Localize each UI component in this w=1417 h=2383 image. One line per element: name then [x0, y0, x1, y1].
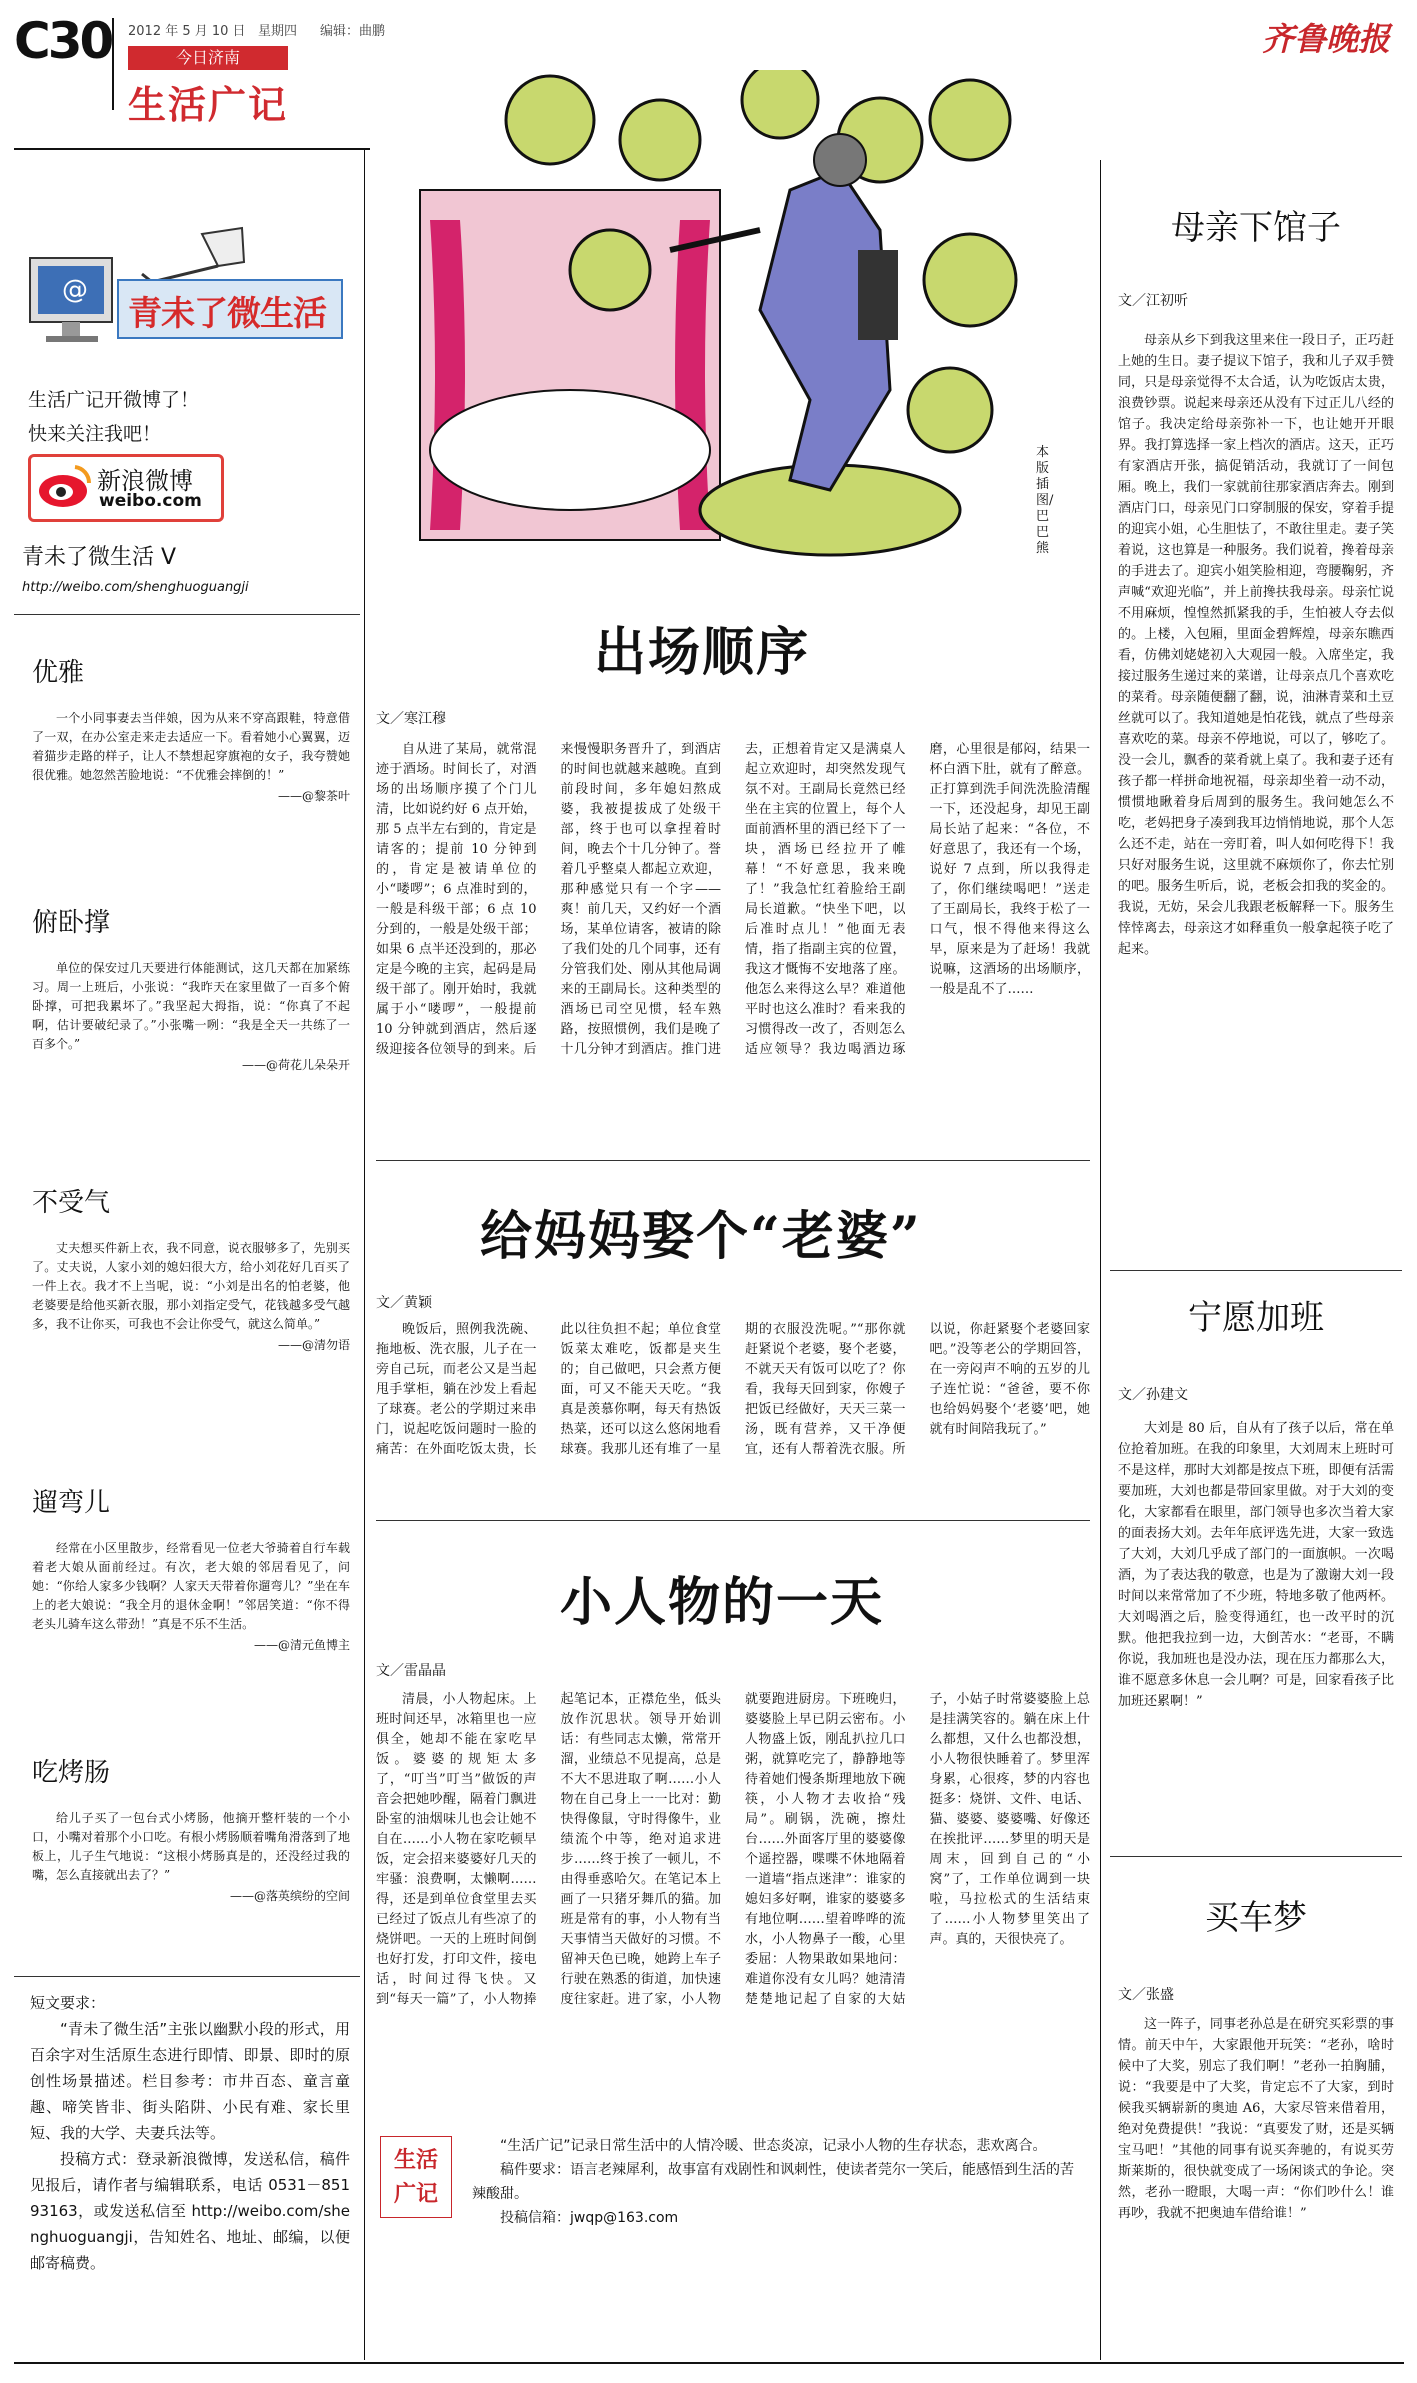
article-2-text: 晚饭后，照例我洗碗、拖地板、洗衣服，儿子在一旁自己玩，而老公又是当起甩手掌柜，躺在沙发上看起了球赛。老公的学期过来串门，说起吃饭问题时一脸的痛苦：在外面吃饭太贵，长此以往负担不起；单位食堂饭菜太难吃，饭都是夹生的；自己做吧，只会煮方便面，可又不能天天吃。“我真是羡慕你啊，每天有热饭热菜，还可以这么悠闲地看球赛。我那儿还有堆了一星期的衣服没洗呢。”“那你就赶紧说个老婆，娶个老婆，不就天天有饭可以吃了？你看，我每天回到家，你嫂子把饭已经做好，天天三菜一汤，既有营养，又干净便宜，还有人帮着洗衣服。所以说，你赶紧娶个老婆回家吧。”没等老公的学期回答，在一旁闷声不响的五岁的儿子连忙说：“爸爸，要不你也给妈妈娶个‘老婆’吧，她就有时间陪我玩了。” — [376, 1322, 1090, 1457]
right-story-1-title: 母亲下馆子 — [1171, 208, 1341, 248]
weibo-item — [32, 902, 350, 1182]
weibo-item-body: 一个小同事妻去当伴娘，因为从来不穿高跟鞋，特意借了一双，在办公室走来走去适应一下。看着她小心翼翼，迈着猫步走路的样子，让人不禁想起穿旗袍的女子，我夸赞她很优雅。她忽然苦脸地说：“不优雅会摔倒的！” — [32, 711, 350, 782]
weibo-item-head: 不受气 — [32, 1188, 111, 1218]
article-divider-1 — [376, 1160, 1090, 1161]
sina-weibo-logo-url: weibo.com — [99, 491, 202, 511]
weibo-item-body: 丈夫想买件新上衣，我不同意，说衣服够多了，先别买了。丈夫说，人家小刘的媳妇很大方，给小刘花好几百买了一件上衣。我才不上当呢，说：“小刘是出名的怕老婆，他老婆要是给他买新衣服，那小刘指定受气，花钱越多受气越多，我不让你买，可我也不会让你受气，就这么简单。” — [32, 1241, 350, 1331]
right-divider-1 — [1110, 1270, 1402, 1271]
page-bottom-rule — [14, 2362, 1404, 2364]
weibo-item — [32, 1182, 350, 1482]
weibo-item-body: 给儿子买了一包台式小烤肠，他摘开整杆装的一个小口，小嘴对着那个小口吃。有根小烤肠顺着嘴角滑落到了地板上，儿子生气地说：“这根小烤肠真是的，还没经过我的嘴，怎么直接就出去了？” — [32, 1811, 350, 1882]
right-story-3-byline: 文／张盛 — [1118, 1987, 1174, 2003]
sina-weibo-logo[interactable] — [28, 454, 224, 522]
right-story-3 — [1110, 1890, 1402, 2370]
column-intro-box — [376, 2130, 1090, 2230]
right-story-1-body: 母亲从乡下到我这里来住一段日子，正巧赶上她的生日。妻子提议下馆子，我和儿子双手赞同，只是母亲觉得不太合适，认为吃饭店太贵，浪费钞票。说起来母亲还从没有下过正儿八经的馆子。我决定给母亲弥补一下，也让她开开眼界。我打算选择一家上档次的酒店。这天，正巧有家酒店开张，搞促销活动，我就订了一间包厢。晚上，我们一家就前往那家酒店奔去。刚到酒店门口，母亲见门口穿制服的保安，穿着手提的迎宾小姐，心生胆怯了，不敢往里走。妻子笑着说，这也算是一种服务。我们说着，搀着母亲的手进去了。迎宾小姐笑脸相迎，弯腰鞠躬，齐声喊“欢迎光临”，并上前搀扶我母亲。母亲忙说不用麻烦，惶惶然抓紧我的手，生怕被人夺去似的。上楼，入包厢，里面金碧辉煌，母亲东瞧西看，仿佛刘姥姥初入大观园一般。入席坐定，我接过服务生递过来的菜谱，让母亲点几个喜欢吃的菜肴。母亲随便翻了翻，说，油淋青菜和土豆丝就可以了。我知道她是怕花钱，就点了些母亲喜欢吃的菜。母亲不停地说，可以了，够吃了。没一会儿，飘香的菜肴就上桌了。我和妻子还有孩子都一样拼命地祝福，母亲却坐着一动不动，惯惯地瞅着身后周到的服务生。我问她怎么不吃，老妈把身子凑到我耳边悄悄地说，那个人怎么还不走，站在一旁盯着，叫人如何吃得下！我只好对服务生说，这里就不麻烦你了，你去忙别的吧。服务生听后，说，老板会扣我的奖金的。我说，无妨，呆会儿我跟老板解释一下。服务生悻悻离去，母亲这才如释重负一般拿起筷子吃了起来。 — [1118, 333, 1394, 957]
left-divider-2 — [14, 1976, 360, 1977]
notice-head: 短文要求： — [30, 1994, 106, 2012]
weibo-item-head: 吃烤肠 — [32, 1758, 111, 1788]
column-logo-text: 生活广记 — [393, 2147, 438, 2207]
right-story-1 — [1110, 200, 1402, 1250]
weibo-item-sign: ——@荷花儿朵朵开 — [241, 1058, 350, 1072]
weibo-item-sign: ——@落英缤纷的空间 — [229, 1889, 350, 1903]
weibo-promo-line2: 快来关注我吧！ — [28, 423, 162, 445]
article-1-body — [376, 740, 1090, 1140]
weibo-account-name[interactable]: 青未了微生活 V — [22, 545, 177, 570]
weibo-item-head: 优雅 — [32, 658, 85, 688]
article-3-title: 小人物的一天 — [560, 1572, 885, 1633]
article-2-byline: 文／黄颖 — [376, 1295, 432, 1311]
illustration — [410, 70, 1030, 570]
column-intro: “生活广记”记录日常生活中的人情冷暖、世态炎凉，记录小人物的生存状态，悲欢离合。 — [500, 2138, 1047, 2154]
article-1-byline: 文／寒江穆 — [376, 711, 446, 727]
weibo-items — [32, 652, 350, 1982]
weibo-item-head: 俯卧撑 — [32, 908, 111, 938]
header-divider — [112, 18, 114, 110]
weibo-item — [32, 1482, 350, 1752]
article-1-text: 自从进了某局，就常混迹于酒场。时间长了，对酒场的出场顺序摸了个门儿清，比如说约好 6 点开始，那 5 点半左右到的，肯定是请客的；提前 10 分钟到的，肯定是被请单位的小“喽啰”；6 点准时到的，一般是科级干部；6 点 10 分到的，一般是处级干部；如果 6 点半还没到的，那必定是今晚的主宾，起码是局级干部了。刚开始时，我就属于小“喽啰”，一般提前 10 分钟就到酒店，然后逐级迎接各位领导的到来。后来慢慢职务晋升了，到酒店的时间也就越来越晚。直到前段时间，多年媳妇熬成婆，我被提拔成了处级干部，终于也可以拿捏着时间，晚去个十几分钟了。誉着几乎整桌人都起立欢迎，那种感觉只有一个字——爽！前几天，又约好一个酒场，某单位请客，被请的除了我们处的几个同事，还有分管我们处、刚从其他局调来的王副局长。这种类型的酒场已司空见惯，轻车熟路，按照惯例，我们是晚了十几分钟才到酒店。推门进去，正想着肯定又是满桌人起立欢迎时，却突然发现气氛不对。王副局长竟然已经坐在主宾的位置上，每个人面前酒杯里的酒已经下了一块，酒场已经拉开了帷幕！“不好意思，我来晚了！”我急忙红着脸给王副局长道歉。“快坐下吧，以后准时点儿！”他面无表情，指了指副主宾的位置，我这才慨悔不安地落了座。他怎么来得这么早？难道他平时也这么准时？看来我的习惯得改一改了，否则怎么适应领导？我边喝酒边琢磨，心里很是郁闷，结果一杯白酒下肚，就有了醉意。正打算到洗手间洗洗脸清醒一下，还没起身，却见王副局长站了起来：“各位，不好意思了，我还有一个场，说好 7 点到，所以我得走了，你们继续喝吧！”送走了王副局长，我终于松了一口气，恨不得他来得这么早，原来是为了赶场！我就说嘛，这酒场的出场顺序，一般是乱不了…… — [376, 742, 1090, 1057]
weibo-item-sign: ——@黎茶叶 — [277, 789, 350, 803]
illustration-caption: 本版插图/巴巴熊 — [1036, 445, 1054, 556]
column-intro-text — [472, 2134, 1082, 2230]
article-divider-2 — [376, 1520, 1090, 1521]
weibo-promo-line1: 生活广记开微博了！ — [28, 389, 200, 411]
weibo-item — [32, 1752, 350, 1982]
section-title: 生活广记 — [128, 82, 289, 127]
weibo-eye-icon — [35, 459, 95, 515]
weibo-item-body: 单位的保安过几天要进行体能测试，这几天都在加紧练习。周一上班后，小张说：“我昨天在家里做了一百多个俯卧撑，可把我累坏了。”我坚起大拇指，说：“你真了不起啊，估计要破纪录了。”小张嘴一咧：“我是全天一共练了一百多个。” — [32, 961, 350, 1051]
office-cartoon-illustration — [410, 70, 1030, 570]
weibo-item-body: 经常在小区里散步，经常看见一位老大爷骑着自行车载着老大娘从面前经过。有次，老大娘的邻居看见了，问她：“你给人家多少钱啊？人家天天带着你遛弯儿？”坐在车上的老大娘说：“我全月的退休金啊！”邻居笑道：“你不得老头儿骑车这么带劲！”真是不乐不生活。 — [32, 1541, 350, 1631]
notice-body: “青未了微生活”主张以幽默小段的形式，用百余字对生活原生态进行即情、即景、即时的原创性场景描述。栏目参考：市井百态、童言童趣、啼笑皆非、街头陷阱、小民有难、家长里短、我的大学、夫妻兵法等。 — [30, 2020, 350, 2142]
article-3-text: 清晨，小人物起床。上班时间还早，冰箱里也一应俱全，她却不能在家吃早饭。婆婆的规矩太多了，“叮当”叮当”做饭的声音会把她吵醒，隔着门飘进卧室的油烟味儿也会让她不自在……小人物在家吃顿早饭，定会招来婆婆好几天的牢骚：浪费啊，太懒啊……得，还是到单位食堂里去买已经过了饭点儿有些凉了的烧饼吧。一天的上班时间倒也好打发，打印文件，接电话，时间过得飞快。又到“每天一篇”了，小人物捧起笔记本，正襟危坐，低头放作沉思状。领导开始训话：有些同志太懒，常常开溜，业绩总不见提高，总是不大不思进取了啊……小人物在自己身上一一比对：勤快得像鼠，守时得像牛，业绩流个中等，绝对追求进步……终于挨了一顿儿，不由得垂惑哈欠。在笔记本上画了一只猪牙舞爪的猫。加班是常有的事，小人物有当天事情当天做好的习惯。不留神天色已晚，她跨上车子行驶在熟悉的街道，加快速度往家赶。进了家，小人物就要跑进厨房。下班晚归，婆婆脸上早已阴云密布。小人物盛上饭，刚乱扒拉几口粥，就算吃完了，静静地等待着她们慢条斯理地放下碗筷，小人物才去收拾“残局”。刷锅，洗碗，擦灶台……外面客厅里的婆婆像个遥控器，喋喋不休地隔着一道墙“指点迷津”：谁家的媳妇多好啊，谁家的婆婆多有地位啊……望着哗哗的流水，小人物鼻子一酸，心里委屈：人物果敢如果地问：难道你没有女儿吗？她清清楚楚地记起了自家的大姑子，小姑子时常婆婆脸上总是挂满笑容的。躺在床上什么都想，又什么也都没想，小人物很快睡着了。梦里浑身累，心很疼，梦的内容也挺多：烧饼、文件、电话、猫、婆婆、婆婆嘴、好像还在挨批评……梦里的明天是周末，回到自己的“小窝”了，工作单位调到一块啦，马拉松式的生活结束了……小人物梦里笑出了声。真的，天很快亮了。 — [376, 1692, 1090, 2007]
right-story-2-byline: 文／孙建文 — [1118, 1387, 1188, 1403]
article-2-body — [376, 1320, 1090, 1500]
masthead-logo: 齐鲁晚报 — [1262, 20, 1391, 58]
left-column-rule — [364, 150, 365, 2360]
article-3-body — [376, 1690, 1090, 2110]
section-tag: 今日济南 — [128, 46, 288, 70]
right-story-3-body: 这一阵子，同事老孙总是在研究买彩票的事情。前天中午，大家跟他开玩笑：“老孙，啥时候中了大奖，别忘了我们啊！”老孙一拍胸脯，说：“我要是中了大奖，肯定忘不了大家，到时候我买辆崭新的奥迪 A6，大家尽管来借着用，绝对免费提供！”我说：“真要发了财，还是买辆宝马吧！”其他的同事有说买奔驰的，有说买劳斯莱斯的，很快就变成了一场闲谈式的争论。突然，老孙一瞪眼，大喝一声：“你们吵什么！谁再吵，我就不把奥迪车借给谁！” — [1118, 2017, 1394, 2221]
weibo-banner-text: 青未了微生活 — [128, 294, 326, 334]
right-story-2-title: 宁愿加班 — [1188, 1298, 1324, 1338]
weibo-item — [32, 652, 350, 902]
right-story-2-body: 大刘是 80 后，自从有了孩子以后，常在单位抢着加班。在我的印象里，大刘周末上班时可不是这样，那时大刘都是按点下班，即便有活需要加班，大刘也都是带回家里做。对于大刘的变化，大家都看在眼里，部门领导也多次当着大家的面表扬大刘。去年年底评选先进，大家一致选了大刘，大刘几乎成了部门的一面旗帜。一次喝酒，为了表达我的敬意，也是为了激谢大刘一段时间以来常常加了不少班，特地多敬了他两杯。大刘喝酒之后，脸变得通红，也一改平时的沉默。他把我拉到一边，大倒苦水：“老哥，不瞒你说，我加班也是没办法，现在压力都那么大，谁不愿意多休息一会儿啊？可是，回家看孩子比加班还累啊！” — [1118, 1421, 1394, 1709]
notice-contact: 投稿方式：登录新浪微博，发送私信，稿件见报后，请作者与编辑联系，电话 0531－85193163，或发送私信至 http://weibo.com/shenghuoguangji，告知姓名、地址、邮编，以便邮寄稿费。 — [30, 2150, 350, 2272]
notice-box — [30, 1990, 350, 2276]
header-rule — [14, 148, 370, 150]
weibo-item-sign: ——@清勿语 — [277, 1338, 350, 1352]
column-logo — [380, 2136, 452, 2218]
right-story-3-title: 买车梦 — [1205, 1898, 1307, 1938]
right-column-rule — [1100, 160, 1101, 2360]
column-requirement: 稿件要求：语言老辣犀利，故事富有戏剧性和讽刺性，使读者莞尔一笑后，能感悟到生活的苦辣酸甜。 — [472, 2162, 1074, 2202]
article-1-title: 出场顺序 — [594, 622, 811, 683]
weibo-item-sign: ——@清元鱼博主 — [253, 1638, 350, 1652]
right-story-2 — [1110, 1290, 1402, 1890]
issue-date: 2012 年 5 月 10 日 — [128, 24, 246, 39]
svg-text:@: @ — [62, 275, 88, 305]
weibo-banner — [22, 222, 356, 352]
left-divider-1 — [14, 614, 360, 615]
page-number: C30 — [14, 12, 112, 70]
article-2-title: 给妈妈娶个“老婆” — [480, 1206, 922, 1267]
issue-weekday: 星期四 — [258, 24, 298, 39]
page-editor: 编辑：曲鹏 — [320, 24, 386, 39]
weibo-item-head: 遛弯儿 — [32, 1488, 111, 1518]
sina-weibo-logo-cn: 新浪微博 — [97, 467, 193, 495]
right-divider-2 — [1110, 1856, 1402, 1857]
article-3-byline: 文／雷晶晶 — [376, 1663, 446, 1679]
right-story-1-byline: 文／江初听 — [1118, 293, 1188, 309]
column-email[interactable]: 投稿信箱：jwqp@163.com — [500, 2210, 679, 2226]
weibo-account-url[interactable]: http://weibo.com/shenghuoguangji — [22, 580, 249, 595]
